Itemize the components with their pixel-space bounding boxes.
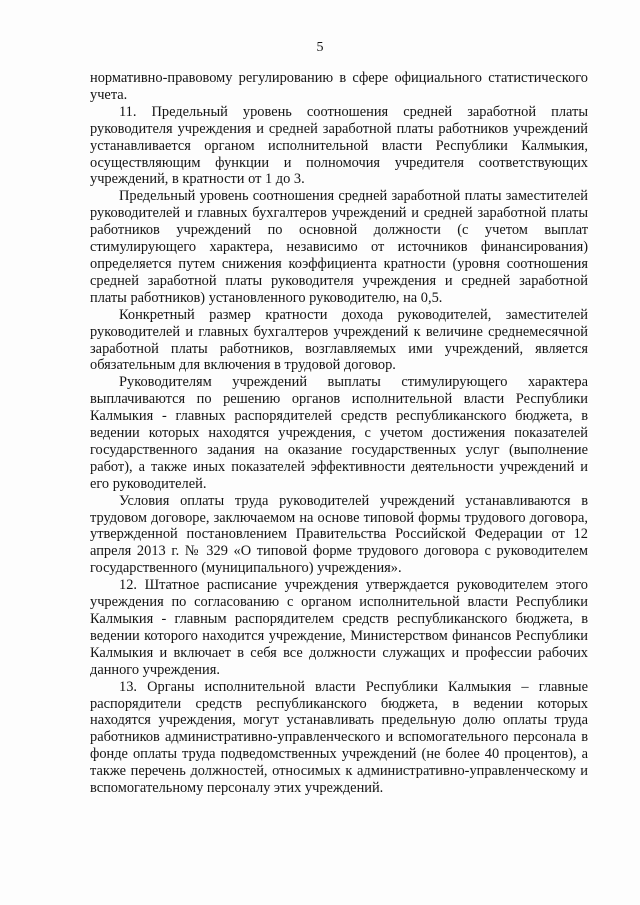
- paragraph-labor-contract: Условия оплаты труда руководителей учреждений устанавливаются в трудовом договоре, заключаемом на основе типовой формы трудового договора, утвержденной постановлением Правительства Российской Федерации от 12 апреля 2013 г. № 329 «О типовой форме трудового договора с руководителем государственного (муниципального) учреждения».: [90, 492, 588, 577]
- paragraph-continuation: нормативно-правовому регулированию в сфере официального статистического учета.: [90, 70, 588, 103]
- paragraph-item-12: 12. Штатное расписание учреждения утверждается руководителем этого учреждения по согласованию с органом исполнительной власти Республики Калмыкия - главным распорядителем средств республиканского бюджета, в ведении которого находится учреждение, Министерством финансов Республики Калмыкия и включает в себя все должности служащих и профессии рабочих данного учреждения.: [90, 577, 588, 678]
- paragraph-item-13: 13. Органы исполнительной власти Республики Калмыкия – главные распорядители средств республиканского бюджета, в ведении которых находятся учреждения, могут устанавливать предельную долю оплаты труда работников административно-управленческого и вспомогательного персонала в фонде оплаты труда подведомственных учреждений (не более 40 процентов), а также перечень должностей, относимых к административно-управленческому и вспомогательному персоналу этих учреждений.: [90, 678, 588, 797]
- document-body: [90, 70, 588, 797]
- paragraph-deputies-ratio: Предельный уровень соотношения средней заработной платы заместителей руководителей и главных бухгалтеров учреждений и средней заработной платы работников учреждений по основной должности (с учетом выплат стимулирующего характера, независимо от источников финансирования) определяется путем снижения коэффициента кратности (уровня соотношения средней заработной платы руководителя учреждения и средней заработной платы работников) установленного руководителю, на 0,5.: [90, 188, 588, 306]
- paragraph-specific-ratio: Конкретный размер кратности дохода руководителей, заместителей руководителей и главных бухгалтеров учреждений к величине среднемесячной заработной платы работников, возглавляемых ими учреждений, является обязательным для включения в трудовой договор.: [90, 306, 588, 374]
- page-number: 5: [316, 40, 324, 55]
- paragraph-incentive-payments: Руководителям учреждений выплаты стимулирующего характера выплачиваются по решению органов исполнительной власти Республики Калмыкия - главных распорядителей средств республиканского бюджета, в ведении которых находятся учреждения, с учетом достижения показателей государственного задания на оказание государственных услуг (выполнение работ), а также иных показателей эффективности деятельности учреждений и его руководителей.: [90, 374, 588, 492]
- paragraph-item-11: 11. Предельный уровень соотношения средней заработной платы руководителя учреждения и средней заработной платы работников учреждений устанавливается органом исполнительной власти Республики Калмыкия, осуществляющим функции и полномочия учредителя соответствующих учреждений, в кратности от 1 до 3.: [90, 103, 588, 188]
